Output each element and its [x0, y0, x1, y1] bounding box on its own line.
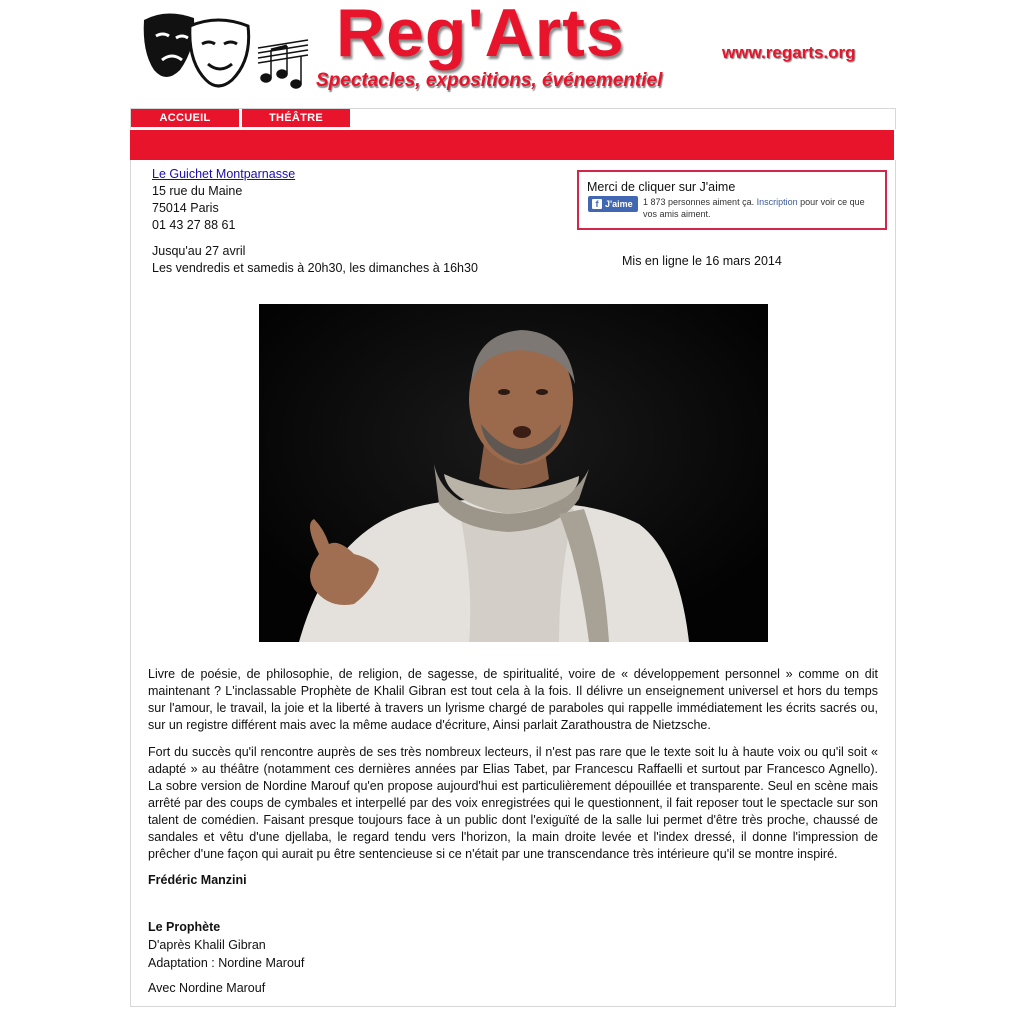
red-banner-bar: [130, 130, 894, 160]
article-body: [148, 666, 878, 873]
nav-tab-theatre[interactable]: THÉÂTRE: [242, 109, 350, 127]
schedule-times: Les vendredis et samedis à 20h30, les dimanches à 16h30: [152, 261, 478, 275]
facebook-signup-link[interactable]: Inscription: [756, 197, 798, 207]
show-title: Le Prophète: [148, 920, 221, 934]
published-date: Mis en ligne le 16 mars 2014: [622, 254, 782, 268]
show-cast: Avec Nordine Marouf: [148, 981, 266, 995]
facebook-like-label: J'aime: [605, 199, 633, 209]
site-logo-title[interactable]: Reg'Arts: [336, 0, 625, 71]
site-url[interactable]: www.regarts.org: [722, 43, 856, 62]
article-content: [130, 160, 896, 1007]
main-nav: [130, 108, 896, 129]
article-paragraph-2: Fort du succès qu'il rencontre auprès de ses très nombreux lecteurs, il n'est pas rare que le texte soit lu à haute voix ou qu'il soit « adapté » au théâtre (notamment ces dernières années par Elias Tabet, par Francescu Raffaelli et surtout par Francesco Agnello). La sobre version de Nordine Marouf qu'en propose aujourd'hui est particulièrement dépouillée et transparente. Seul en scène mais arrêté par des coups de cymbales et interpellé par des voix enregistrées qui le questionnent, il fait reposer tout le spectacle sur son talent de comédien. Faisant presque toujours face à un public dont l'exiguïté de la salle lui permet d'être très proche, chaussé de sandales et vêtu d'une djellaba, le regard tendu vers l'horizon, la main droite levée et l'index dressé, il donne l'impression de prêcher d'une façon qui aurait pu être sentencieuse si ce n'était par une transcendance très intérieure qu'il se montre inspiré.: [148, 745, 878, 861]
venue-city: 75014 Paris: [152, 201, 219, 215]
music-notes-icon: [256, 34, 310, 92]
venue-street: 15 rue du Maine: [152, 184, 243, 198]
facebook-like-count: [643, 196, 879, 220]
actor-photo-drawing: [259, 304, 768, 642]
schedule-info: [152, 243, 478, 277]
facebook-like-box: [577, 170, 887, 230]
article-author: Frédéric Manzini: [148, 873, 247, 887]
facebook-icon: f: [592, 199, 602, 209]
schedule-until: Jusqu'au 27 avril: [152, 244, 246, 258]
site-header: [130, 0, 894, 106]
facebook-box-title: Merci de cliquer sur J'aime: [587, 180, 736, 194]
theatre-masks-icon: [136, 8, 256, 94]
actor-photo: [259, 304, 768, 642]
facebook-like-button[interactable]: [588, 196, 638, 212]
nav-tab-accueil[interactable]: ACCUEIL: [131, 109, 239, 127]
facebook-count-text: 1 873 personnes aiment ça.: [643, 197, 755, 207]
site-tagline: Spectacles, expositions, événementiel: [316, 70, 663, 91]
venue-phone: 01 43 27 88 61: [152, 218, 236, 232]
venue-info: [152, 166, 295, 234]
show-credits: [148, 918, 304, 972]
venue-link[interactable]: Le Guichet Montparnasse: [152, 167, 296, 181]
show-source: D'après Khalil Gibran: [148, 938, 266, 952]
show-adaptation: Adaptation : Nordine Marouf: [148, 956, 305, 970]
facebook-suffix-text: pour voir ce que vos amis aiment.: [643, 197, 865, 219]
article-paragraph-1: Livre de poésie, de philosophie, de religion, de sagesse, de spiritualité, voire de « développement personnel » comme on dit maintenant ? L'inclassable Prophète de Khalil Gibran est tout cela à la fois. Il délivre un enseignement universel et hors du temps sur l'amour, le travail, la joie et la liberté à travers un lyrisme chargé de paraboles qui rappelle immédiatement les écrits sacrés ou, sur un registre différent mais avec la même audace d'écriture, Ainsi parlait Zarathoustra de Nietzsche.: [148, 667, 878, 732]
